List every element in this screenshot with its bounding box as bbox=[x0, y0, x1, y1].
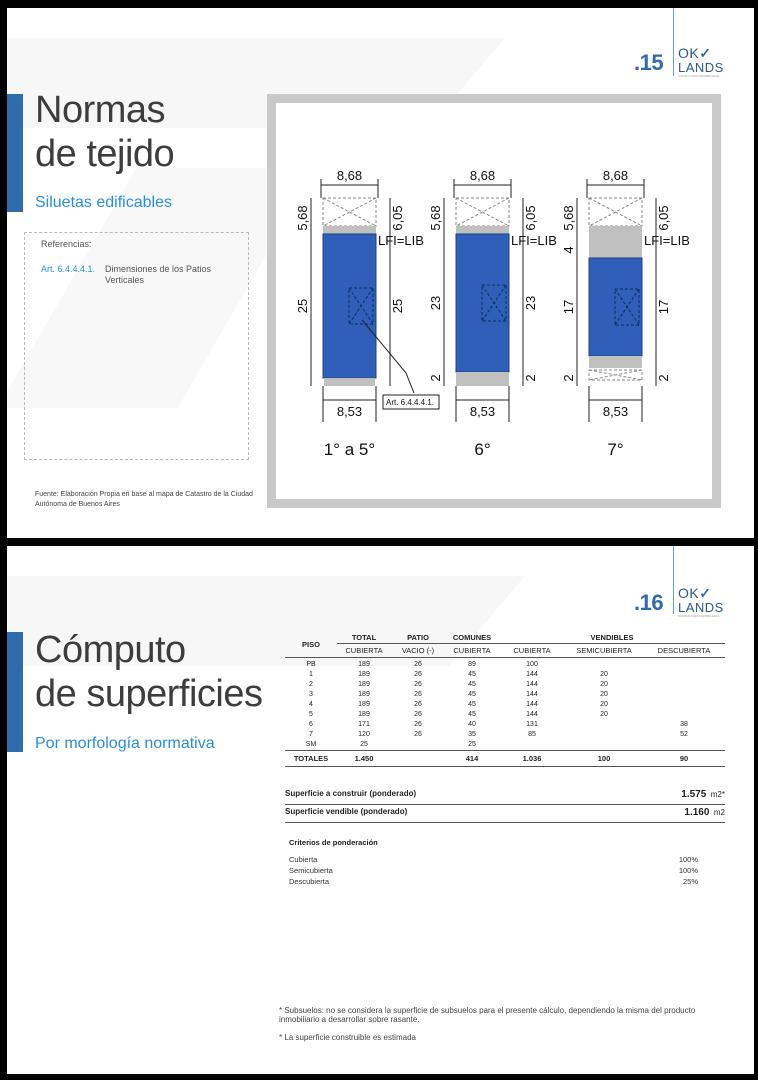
front-setback-label: 5,68 bbox=[428, 205, 443, 231]
page-subtitle: Siluetas edificables bbox=[35, 194, 172, 211]
table-cell: 189 bbox=[358, 701, 370, 708]
criteria-row: Descubierta 25% bbox=[289, 877, 698, 886]
subheader-vend-descubierta: DESCUBIERTA bbox=[643, 644, 725, 658]
table-cell bbox=[643, 670, 725, 680]
top-width-label: 8,68 bbox=[602, 168, 629, 183]
table-cell: 38 bbox=[680, 721, 688, 728]
subheader-vend-semicubierta: SEMICUBIERTA bbox=[565, 644, 643, 658]
table-cell: 20 bbox=[600, 691, 608, 698]
table-cell: 45 bbox=[468, 711, 476, 718]
top-width-label: 8,68 bbox=[469, 168, 496, 183]
subheader-patio: VACIO (-) bbox=[391, 644, 445, 658]
totals-cell: TOTALES bbox=[285, 751, 337, 767]
table-cell: 26 bbox=[414, 661, 422, 668]
table-cell: 20 bbox=[600, 681, 608, 688]
silhouettes-diagram bbox=[267, 94, 721, 508]
base-band bbox=[456, 372, 509, 386]
totals-cell: 100 bbox=[565, 751, 643, 767]
summary-sell: Superficie vendible (ponderado) 1.160 m2 bbox=[285, 807, 725, 818]
summary-divider bbox=[285, 822, 725, 823]
page-number: .16 bbox=[634, 590, 664, 615]
rear-setback-label: 6,05 bbox=[523, 205, 538, 231]
reference-description: Dimensiones de los Patios Verticales bbox=[105, 264, 212, 285]
table-cell bbox=[565, 730, 643, 740]
top-width-label: 8,68 bbox=[336, 168, 363, 183]
note-estimada: * La superficie construible es estimada bbox=[279, 1033, 416, 1042]
brand-divider bbox=[673, 546, 674, 614]
table-cell: 89 bbox=[468, 661, 476, 668]
table-row bbox=[285, 658, 725, 671]
totals-cell: 1.450 bbox=[337, 751, 391, 767]
lower-band-left-label: 2 bbox=[561, 374, 576, 382]
table-cell: 3 bbox=[309, 691, 313, 698]
totals-cell: 90 bbox=[643, 751, 725, 767]
table-row bbox=[285, 670, 725, 680]
table-cell: SM bbox=[305, 741, 317, 748]
lfi-lib-label: LFI=LIB bbox=[511, 233, 557, 248]
left-depth-label: 25 bbox=[295, 298, 310, 314]
lfi-lib-label: LFI=LIB bbox=[378, 233, 424, 248]
table-cell: 25 bbox=[360, 741, 368, 748]
table-row bbox=[285, 710, 725, 720]
table-cell bbox=[643, 740, 725, 751]
table-cell bbox=[643, 690, 725, 700]
surface-table bbox=[285, 632, 725, 767]
reference-code: Art. 6.4.4.4.1. bbox=[41, 264, 96, 274]
floor-label: 7° bbox=[607, 440, 624, 459]
left-depth-label: 17 bbox=[561, 299, 576, 315]
table-row bbox=[285, 680, 725, 690]
table-cell bbox=[643, 658, 725, 671]
table-cell: 6 bbox=[309, 721, 313, 728]
brand-logo: OK✓ LANDS CONSULTORA INMOBILIARIA bbox=[678, 585, 724, 618]
table-cell: 26 bbox=[414, 711, 422, 718]
bottom-width-label: 8,53 bbox=[336, 404, 363, 419]
table-cell: 45 bbox=[468, 681, 476, 688]
table-cell bbox=[565, 658, 643, 671]
page-title: Normas de tejido bbox=[35, 89, 175, 175]
table-cell: 144 bbox=[526, 701, 538, 708]
header-total: TOTAL bbox=[337, 632, 391, 644]
totals-cell bbox=[391, 751, 445, 767]
left-depth-label: 23 bbox=[428, 295, 443, 311]
table-cell: 26 bbox=[414, 731, 422, 738]
art-tag-label: Art. 6.4.4.4.1. bbox=[386, 398, 435, 407]
subheader-comunes: CUBIERTA bbox=[445, 644, 499, 658]
bottom-width-label: 8,53 bbox=[469, 404, 496, 419]
table-cell: 85 bbox=[528, 731, 536, 738]
floor-label: 1° a 5° bbox=[323, 440, 376, 459]
rear-setback-label: 6,05 bbox=[656, 205, 671, 231]
table-row bbox=[285, 720, 725, 730]
table-cell: 131 bbox=[526, 721, 538, 728]
lfi-lib-label: LFI=LIB bbox=[644, 233, 690, 248]
table-cell: 189 bbox=[358, 691, 370, 698]
table-cell: 26 bbox=[414, 691, 422, 698]
slide-computo-superficies bbox=[7, 546, 754, 1074]
grey-band bbox=[589, 226, 642, 234]
subheader-total: CUBIERTA bbox=[337, 644, 391, 658]
upper-band-label: 4 bbox=[561, 246, 576, 254]
table-cell: 1 bbox=[309, 671, 313, 678]
table-cell: 25 bbox=[468, 741, 476, 748]
table-cell: 20 bbox=[600, 701, 608, 708]
table-row bbox=[285, 690, 725, 700]
source-note: Fuente: Elaboración Propia en base al mapa de Catastro de la Ciudad Autónoma de Buenos Aires bbox=[35, 491, 253, 508]
rear-setback-label: 6,05 bbox=[390, 205, 405, 231]
header-comunes: COMUNES bbox=[445, 632, 499, 644]
table-cell bbox=[643, 710, 725, 720]
table-cell: 171 bbox=[358, 721, 370, 728]
title-accent-bar bbox=[7, 632, 23, 752]
table-cell: 26 bbox=[414, 681, 422, 688]
table-cell bbox=[565, 720, 643, 730]
table-cell: 4 bbox=[309, 701, 313, 708]
summary-divider bbox=[285, 804, 725, 805]
table-cell bbox=[643, 700, 725, 710]
table-cell: 100 bbox=[526, 661, 538, 668]
table-cell: 189 bbox=[358, 711, 370, 718]
page-number: .15 bbox=[634, 50, 664, 75]
table-cell: 7 bbox=[309, 731, 313, 738]
totals-cell: 1.036 bbox=[499, 751, 565, 767]
table-cell: 2 bbox=[309, 681, 313, 688]
lower-band-left-label: 2 bbox=[428, 374, 443, 382]
slide-normas-de-tejido bbox=[7, 8, 754, 538]
right-depth-label: 17 bbox=[656, 299, 671, 315]
right-depth-label: 25 bbox=[390, 298, 405, 314]
check-icon: ✓ bbox=[699, 45, 712, 61]
table-cell: 45 bbox=[468, 691, 476, 698]
bottom-width-label: 8,53 bbox=[602, 404, 629, 419]
table-cell: 144 bbox=[526, 711, 538, 718]
brand-logo: OK✓ LANDS CONSULTORA INMOBILIARIA bbox=[678, 45, 724, 78]
note-subsuelos: * Subsuelos: no se considera la superficie de subsuelos para el presente cálculo, dependiendo la misma del producto inmobiliario a desarrollar sobre rasante. bbox=[279, 1006, 696, 1024]
silhouettes-svg bbox=[276, 103, 712, 499]
table-cell: 120 bbox=[358, 731, 370, 738]
table-cell: 45 bbox=[468, 701, 476, 708]
table-cell bbox=[565, 740, 643, 751]
table-cell: 144 bbox=[526, 691, 538, 698]
table-cell: 189 bbox=[358, 681, 370, 688]
table-cell: 26 bbox=[414, 701, 422, 708]
grey-band bbox=[323, 226, 376, 234]
grey-band bbox=[456, 226, 509, 234]
table-cell bbox=[499, 740, 565, 751]
table-cell: 45 bbox=[468, 671, 476, 678]
references-header: Referencias: bbox=[41, 239, 92, 249]
front-setback-label: 5,68 bbox=[561, 205, 576, 231]
table-cell: 144 bbox=[526, 671, 538, 678]
subheader-vend-cubierta: CUBIERTA bbox=[499, 644, 565, 658]
table-row bbox=[285, 730, 725, 740]
summary-build: Superficie a construir (ponderado) 1.575 m2* bbox=[285, 789, 725, 800]
table-cell: 26 bbox=[414, 671, 422, 678]
upper-band bbox=[589, 234, 642, 258]
table-cell: 40 bbox=[468, 721, 476, 728]
title-accent-bar bbox=[7, 94, 23, 212]
brand-divider bbox=[673, 8, 674, 76]
floor-label: 6° bbox=[474, 440, 491, 459]
table-cell: 20 bbox=[600, 671, 608, 678]
table-cell: 189 bbox=[358, 661, 370, 668]
table-cell: PB bbox=[306, 661, 316, 668]
callout-line bbox=[406, 373, 414, 393]
base-band bbox=[324, 378, 375, 386]
totals-cell: 414 bbox=[445, 751, 499, 767]
table-cell: 144 bbox=[526, 681, 538, 688]
lower-band-right-label: 2 bbox=[523, 374, 538, 382]
table-row bbox=[285, 740, 725, 751]
right-depth-label: 23 bbox=[523, 295, 538, 311]
header-patio: PATIO bbox=[391, 632, 445, 644]
table-cell bbox=[643, 680, 725, 690]
table-cell: 52 bbox=[680, 731, 688, 738]
base-band bbox=[589, 356, 642, 368]
lower-band-right-label: 2 bbox=[656, 374, 671, 382]
criteria-title: Criterios de ponderación bbox=[289, 838, 378, 847]
table-cell bbox=[391, 740, 445, 751]
header-piso: PISO bbox=[285, 632, 337, 658]
check-icon: ✓ bbox=[699, 585, 712, 601]
page-subtitle: Por morfología normativa bbox=[35, 735, 215, 752]
references-box bbox=[24, 232, 249, 460]
table-cell: 26 bbox=[414, 721, 422, 728]
table-cell: 5 bbox=[309, 711, 313, 718]
front-setback-label: 5,68 bbox=[295, 205, 310, 231]
table-cell: 189 bbox=[358, 671, 370, 678]
table-row bbox=[285, 700, 725, 710]
criteria-row: Semicubierta 100% bbox=[289, 866, 698, 875]
page-title: Cómputo de superficies bbox=[35, 629, 263, 715]
header-vendibles: VENDIBLES bbox=[499, 632, 725, 644]
table-cell: 35 bbox=[468, 731, 476, 738]
totals-row bbox=[285, 751, 725, 767]
criteria-row: Cubierta 100% bbox=[289, 855, 698, 864]
table-cell: 20 bbox=[600, 711, 608, 718]
